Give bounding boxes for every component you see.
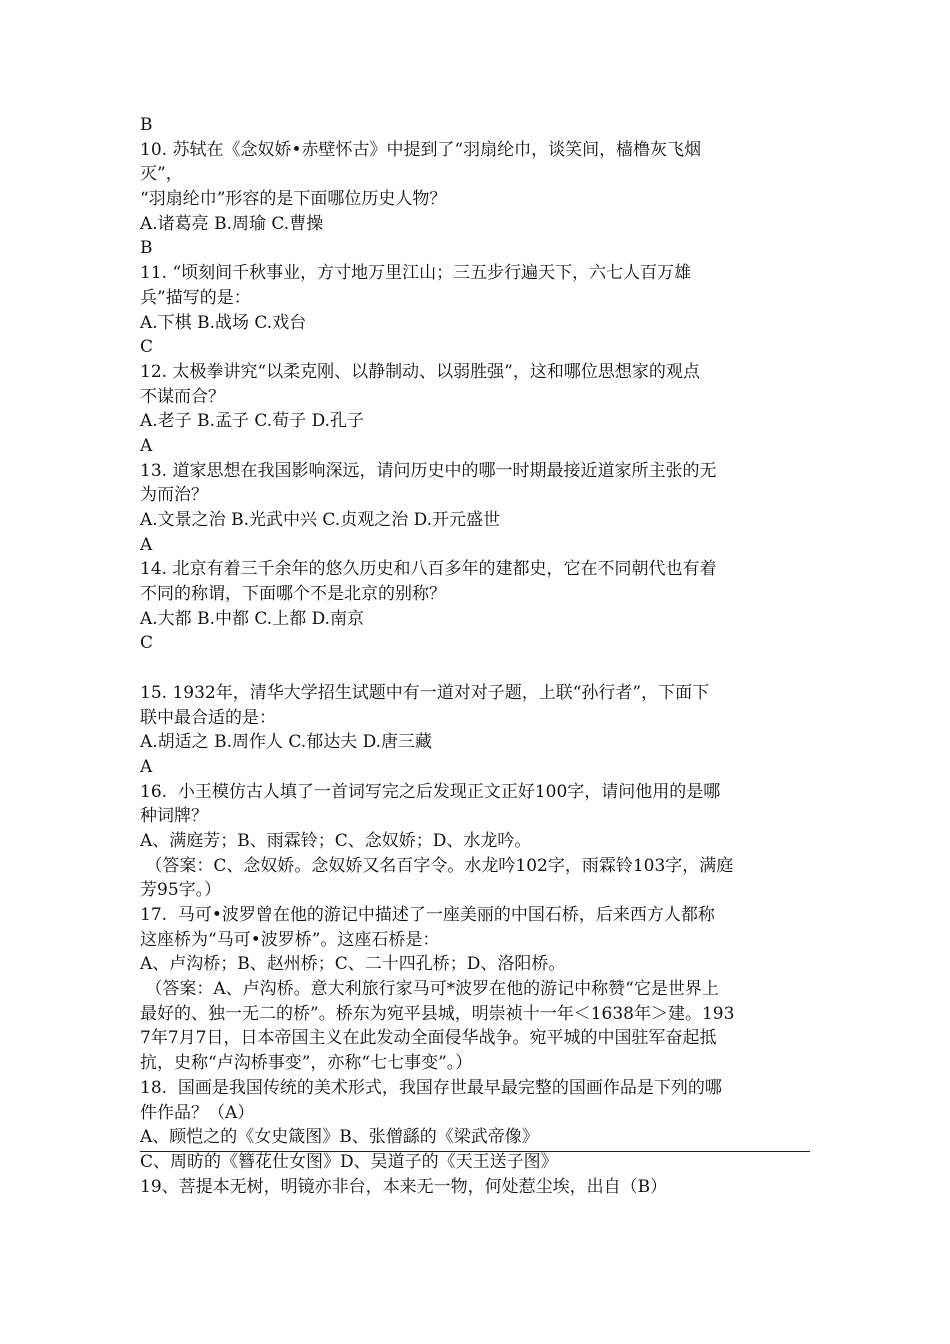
text-line: A.下棋 B.战场 C.戏台 <box>140 312 307 333</box>
text-line: A、满庭芳；B、雨霖铃；C、念奴娇；D、水龙吟。 <box>140 830 532 851</box>
text-line: 14. 北京有着三千余年的悠久历史和八百多年的建都史，它在不同朝代也有着 <box>140 559 717 580</box>
text-line: A、卢沟桥；B、赵州桥；C、二十四孔桥；D、洛阳桥。 <box>140 954 566 975</box>
text-line: 件作品？（A） <box>140 1102 255 1123</box>
text-line: “羽扇纶巾”形容的是下面哪位历史人物？ <box>140 189 447 210</box>
text-line: A、顾恺之的《女史箴图》B、张僧繇的《梁武帝像》 <box>140 1127 539 1148</box>
text-line: 这座桥为“马可•波罗桥”。这座石桥是： <box>140 929 440 950</box>
text-line: 7年7月7日，日本帝国主义在此发动全面侵华战争。宛平城的中国驻军奋起抵 <box>140 1028 717 1049</box>
text-line: 不谋而合？ <box>140 386 225 407</box>
text-line: A.诸葛亮 B.周瑜 C.曹操 <box>140 213 324 234</box>
text-line: A <box>140 534 153 555</box>
blank-line <box>140 656 810 681</box>
text-line: 为而治？ <box>140 485 208 506</box>
text-line: A.大都 B.中都 C.上都 D.南京 <box>140 608 365 629</box>
text-line: A.文景之治 B.光武中兴 C.贞观之治 D.开元盛世 <box>140 510 501 530</box>
text-line: C <box>140 337 154 358</box>
text-line: 兵”描写的是： <box>140 287 251 308</box>
text-line: A.胡适之 B.周作人 C.郁达夫 D.唐三藏 <box>140 732 433 753</box>
text-line: A <box>140 756 153 777</box>
text-line: 13. 道家思想在我国影响深远，请问历史中的哪一时期最接近道家所主张的无 <box>140 460 717 481</box>
text-line: 种词牌？ <box>140 806 208 827</box>
text-line: B <box>140 115 153 135</box>
text-line: 17. 马可•波罗曾在他的游记中描述了一座美丽的中国石桥，后来西方人都称 <box>140 905 715 925</box>
text-line: （答案：C、念奴娇。念奴娇又名百字令。水龙吟102字，雨霖铃103字，满庭 <box>140 855 734 876</box>
text-line: C、周昉的《簪花仕女图》D、吴道子的《天王送子图》 <box>140 1151 558 1172</box>
text-line: （答案：A、卢沟桥。意大利旅行家马可*波罗在他的游记中称赞“它是世界上 <box>140 979 719 1000</box>
text-line: 12. 太极拳讲究“以柔克刚、以静制动、以弱胜强”，这和哪位思想家的观点 <box>140 361 700 382</box>
text-line: 灭”， <box>140 164 183 185</box>
text-line: 芳95字。） <box>140 880 222 901</box>
text-line: 15. 1932年，清华大学招生试题中有一道对对子题，上联“孙行者”，下面下 <box>140 682 710 703</box>
text-line: A.老子 B.孟子 C.荀子 D.孔子 <box>140 411 365 432</box>
text-line: 抗，史称“卢沟桥事变”，亦称“七七事变”。） <box>140 1053 473 1074</box>
text-line: 11. “顷刻间千秋事业，方寸地万里江山；三五步行遍天下，六七人百万雄 <box>140 263 692 284</box>
text-line: A <box>140 435 153 456</box>
text-line: B <box>140 238 153 259</box>
text-line: 10. 苏轼在《念奴娇•赤壁怀古》中提到了“羽扇纶巾，谈笑间，樯橹灰飞烟 <box>140 139 702 160</box>
text-line: 16. 小王模仿古人填了一首词写完之后发现正文正好100字，请问他用的是哪 <box>140 781 721 802</box>
text-line: 18. 国画是我国传统的美术形式，我国存世最早最完整的国画作品是下列的哪 <box>140 1077 722 1098</box>
text-line: C <box>140 633 154 654</box>
document-body <box>140 113 810 1199</box>
text-line: 最好的、独一无二的桥”。桥东为宛平县城，明崇祯十一年＜1638年＞建。193 <box>140 1003 735 1024</box>
text-line: 不同的称谓，下面哪个不是北京的别称？ <box>140 584 446 605</box>
text-line: 联中最合适的是： <box>140 707 276 728</box>
text-line: 19、菩提本无树，明镜亦非台，本来无一物，何处惹尘埃，出自（B） <box>140 1176 668 1197</box>
horizontal-rule <box>140 1151 810 1152</box>
